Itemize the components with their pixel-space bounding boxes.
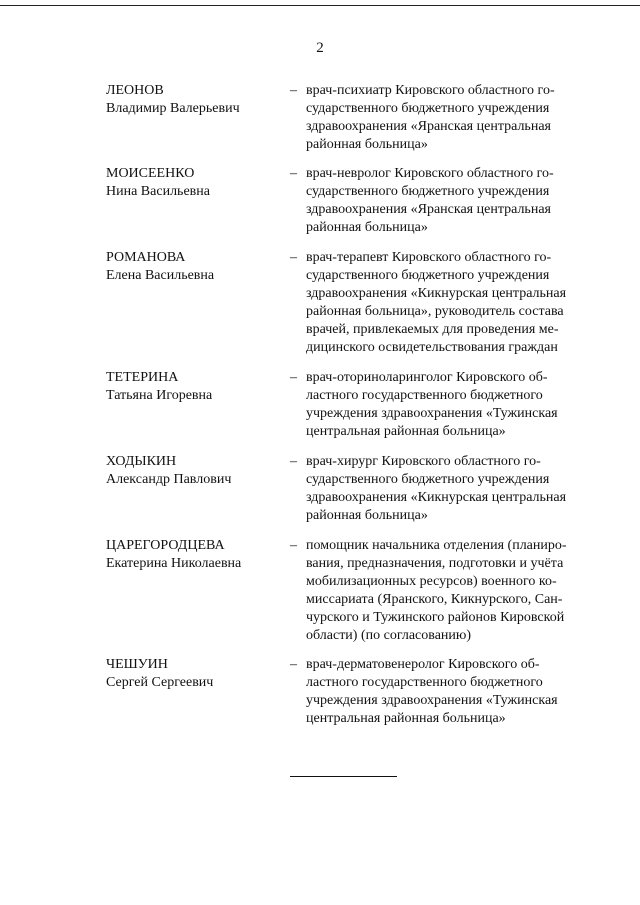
position-description: врач-невролог Кировского областного го- сударственного бюджетного учреждения здравоохранения «Яранская центральная районная больница» — [306, 166, 554, 235]
dash: – — [290, 250, 297, 265]
given-name: Татьяна Игоревна — [106, 388, 213, 403]
surname: МОИСЕЕНКО — [106, 166, 195, 181]
dash: – — [290, 166, 297, 181]
surname: РОМАНОВА — [106, 250, 186, 265]
surname: ТЕТЕРИНА — [106, 370, 179, 385]
page-number: 2 — [316, 40, 324, 56]
dash: – — [290, 538, 297, 553]
given-name: Екатерина Николаевна — [106, 556, 242, 571]
dash: – — [290, 370, 297, 385]
given-name: Нина Васильевна — [106, 184, 210, 199]
surname: ЛЕОНОВ — [106, 83, 164, 98]
dash: – — [290, 83, 297, 98]
top-border-line — [0, 5, 640, 6]
person-name — [106, 537, 281, 573]
surname: ЧЕШУИН — [106, 657, 168, 672]
dash: – — [290, 454, 297, 469]
position-description: врач-психиатр Кировского областного го- сударственного бюджетного учреждения здравоохранения «Яранская центральная районная больница» — [306, 83, 555, 152]
given-name: Александр Павлович — [106, 472, 232, 487]
dash: – — [290, 657, 297, 672]
position-description: врач-дерматовенеролог Кировского об- ластного государственного бюджетного учреждения здравоохранения «Тужинская центральная районная больница» — [306, 657, 558, 726]
position-description: помощник начальника отделения (планиро- вания, предназначения, подготовки и учёта мобилизационных ресурсов) военного ко- миссариата (Яранского, Кикнурского, Сан- чурского и Тужинского районов Кировской области) (по согласованию) — [306, 538, 567, 643]
position-description: врач-оториноларинголог Кировского об- ластного государственного бюджетного учреждения здравоохранения «Тужинская центральная районная больница» — [306, 370, 558, 439]
position-description: врач-хирург Кировского областного го- сударственного бюджетного учреждения здравоохранения «Кикнурская центральная районная больница» — [306, 454, 567, 523]
person-name — [106, 165, 281, 201]
person-name — [106, 82, 281, 118]
given-name: Елена Васильевна — [106, 268, 215, 283]
surname: ЦАРЕГОРОДЦЕВА — [106, 538, 225, 553]
given-name: Сергей Сергеевич — [106, 675, 214, 690]
surname: ХОДЫКИН — [106, 454, 177, 469]
person-name — [106, 369, 281, 405]
end-separator-line — [290, 776, 397, 777]
given-name: Владимир Валерьевич — [106, 101, 240, 116]
person-name — [106, 453, 281, 489]
person-name — [106, 656, 281, 692]
person-name — [106, 249, 281, 285]
position-description: врач-терапевт Кировского областного го- сударственного бюджетного учреждения здравоохранения «Кикнурская центральная районная больница», руководитель состава врачей, привлекаемых для проведения ме- дицинского освидетельствования граждан — [306, 250, 567, 355]
